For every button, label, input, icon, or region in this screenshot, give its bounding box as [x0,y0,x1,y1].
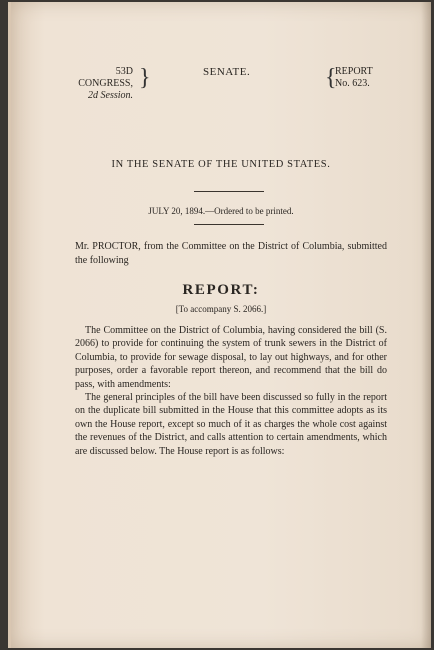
paragraph: The Committee on the District of Columbia, having considered the bill (S. 2066) to provide for continuing the system of trunk sewers in the District of Columbia, to provide for sewage disposal, to lay out highways, and for other purposes, order a favorable report thereon, and recommend that the bill do pass, with amendments: [75,325,387,390]
document-title: IN THE SENATE OF THE UNITED STATES. [111,159,331,170]
report-number: No. 623. [335,78,370,89]
congress-session [63,66,133,102]
accompany-note: [To accompany S. 2066.] [175,304,267,314]
report-body [75,324,387,458]
paragraph: The general principles of the bill have been discussed so fully in the report on the duplicate bill submitted in the House that this committee adopts as its own the House report, except so much of it as charges the whole cost against the revenues of the District, and calls attention to certain amendments, which are discussed below. The House report is as follows: [75,392,387,457]
date-line: JULY 20, 1894.—Ordered to be printed. [148,206,294,216]
divider-rule [194,191,264,192]
session-label: 2d Session. [88,90,133,101]
congress-label: 53D CONGRESS, [78,66,133,89]
left-brace: } [139,65,151,91]
right-brace: { [325,65,337,91]
report-number-block [335,66,405,90]
document-header [63,65,403,101]
report-label: REPORT [335,66,373,77]
submitted-by: Mr. PROCTOR, from the Committee on the District of Columbia, submitted the following [75,241,387,266]
chamber-label: SENATE. [203,66,251,78]
page-edge-shadow [421,2,431,648]
document-page [8,2,431,648]
report-heading: REPORT: [182,282,260,298]
divider-rule [194,224,264,225]
